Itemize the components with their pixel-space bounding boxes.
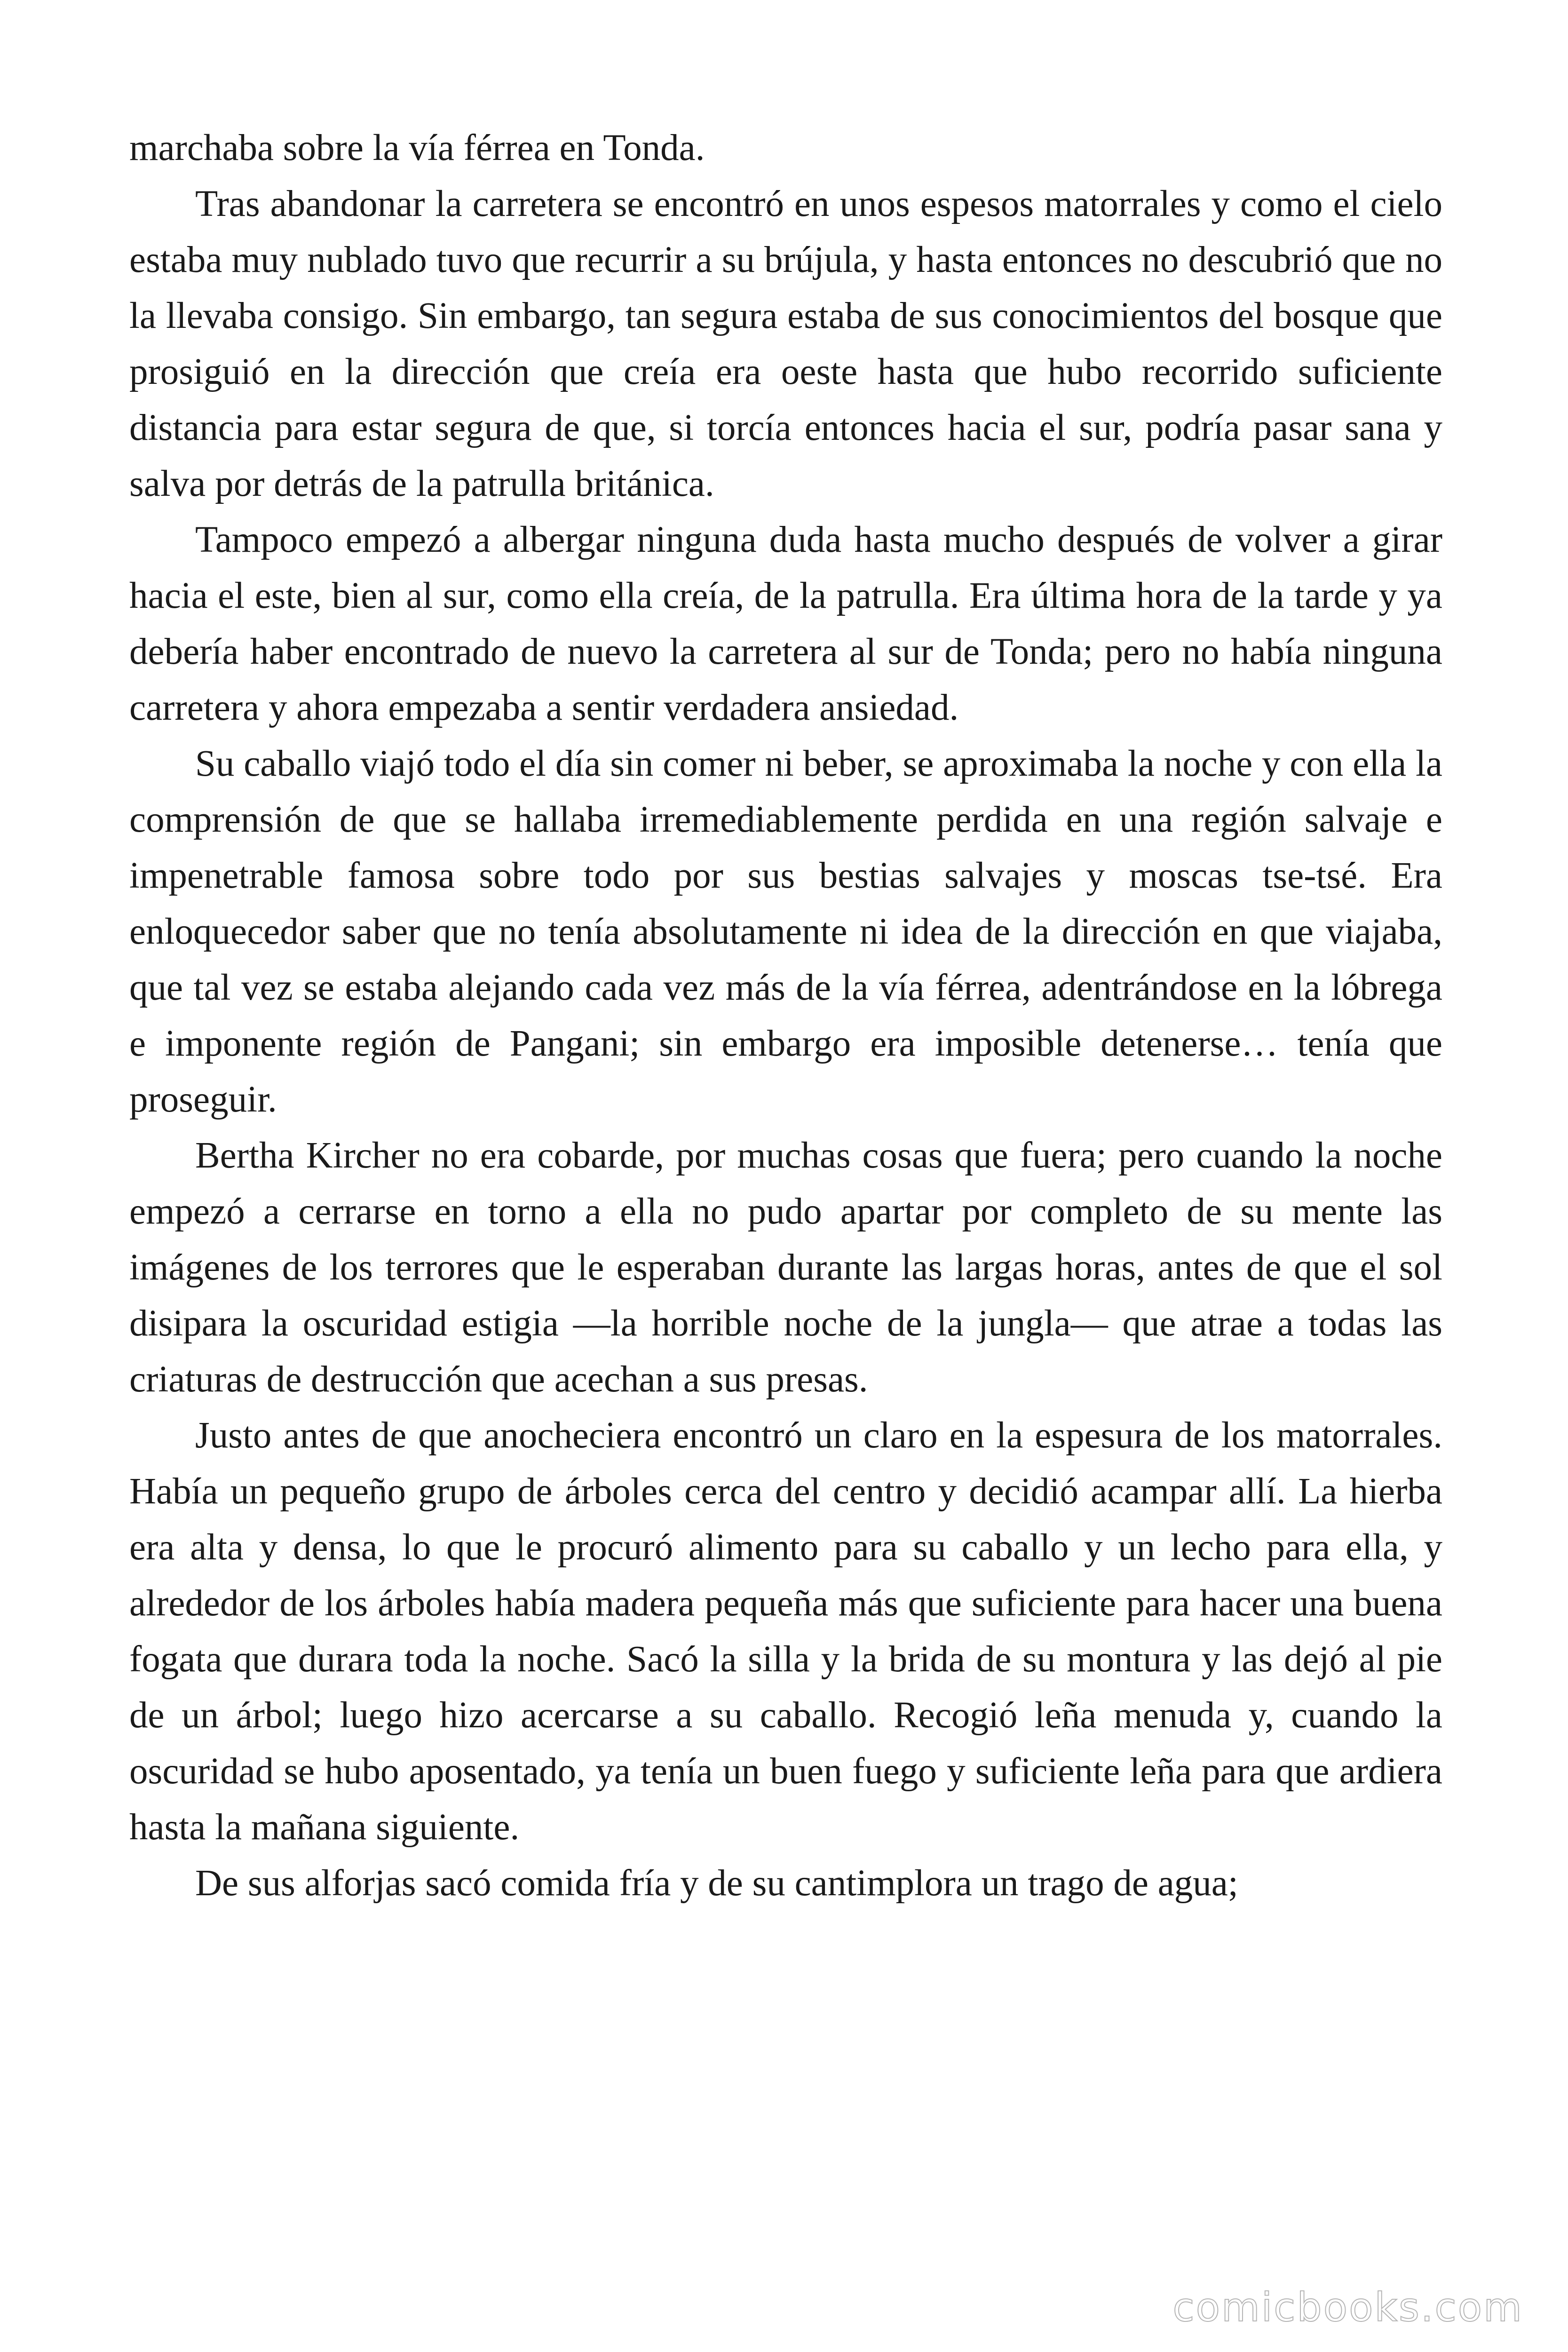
paragraph: Bertha Kircher no era cobarde, por muchas cosas que fuera; pero cuando la noche empezó a cerrarse en torno a ella no pudo apartar por completo de su mente las imágenes de los terrores que le esperaban durante las largas horas, antes de que el sol disipara la oscuridad estigia —la horrible noche de la jungla— que atrae a todas las criaturas de destrucción que acechan a sus presas. bbox=[129, 1135, 1442, 1400]
paragraph-continuation: marchaba sobre la vía férrea en Tonda. bbox=[129, 127, 705, 168]
watermark-text: comicbooks.com bbox=[1172, 2284, 1523, 2330]
paragraph: Tampoco empezó a albergar ninguna duda hasta mucho después de volver a girar hacia el este, bien al sur, como ella creía, de la patrulla. Era última hora de la tarde y ya debería haber encontrado de nuevo la carretera al sur de Tonda; pero no había ninguna carretera y ahora empezaba a sentir verdadera ansiedad. bbox=[129, 519, 1442, 728]
page-body bbox=[129, 120, 1442, 1911]
paragraph: Tras abandonar la carretera se encontró en unos espesos matorrales y como el cielo estaba muy nublado tuvo que recurrir a su brújula, y hasta entonces no descubrió que no la llevaba consigo. Sin embargo, tan segura estaba de sus conocimientos del bosque que prosiguió en la dirección que creía era oeste hasta que hubo recorrido suficiente distancia para estar segura de que, si torcía entonces hacia el sur, podría pasar sana y salva por detrás de la patrulla británica. bbox=[129, 183, 1442, 504]
paragraph: Justo antes de que anocheciera encontró un claro en la espesura de los matorrales. Había un pequeño grupo de árboles cerca del centro y decidió acampar allí. La hierba era alta y densa, lo que le procuró alimento para su caballo y un lecho para ella, y alrededor de los árboles había madera pequeña más que suficiente para hacer una buena fogata que durara toda la noche. Sacó la silla y la brida de su montura y las dejó al pie de un árbol; luego hizo acercarse a su caballo. Recogió leña menuda y, cuando la oscuridad se hubo aposentado, ya tenía un buen fuego y suficiente leña para que ardiera hasta la mañana siguiente. bbox=[129, 1415, 1442, 1848]
paragraph: Su caballo viajó todo el día sin comer ni beber, se aproximaba la noche y con ella la comprensión de que se hallaba irremediablemente perdida en una región salvaje e impenetrable famosa sobre todo por sus bestias salvajes y moscas tse-tsé. Era enloquecedor saber que no tenía absolutamente ni idea de la dirección en que viajaba, que tal vez se estaba alejando cada vez más de la vía férrea, adentrándose en la lóbrega e imponente región de Pangani; sin embargo era imposible detenerse… tenía que proseguir. bbox=[129, 743, 1442, 1120]
paragraph: De sus alforjas sacó comida fría y de su cantimplora un trago de agua; bbox=[195, 1863, 1238, 1904]
